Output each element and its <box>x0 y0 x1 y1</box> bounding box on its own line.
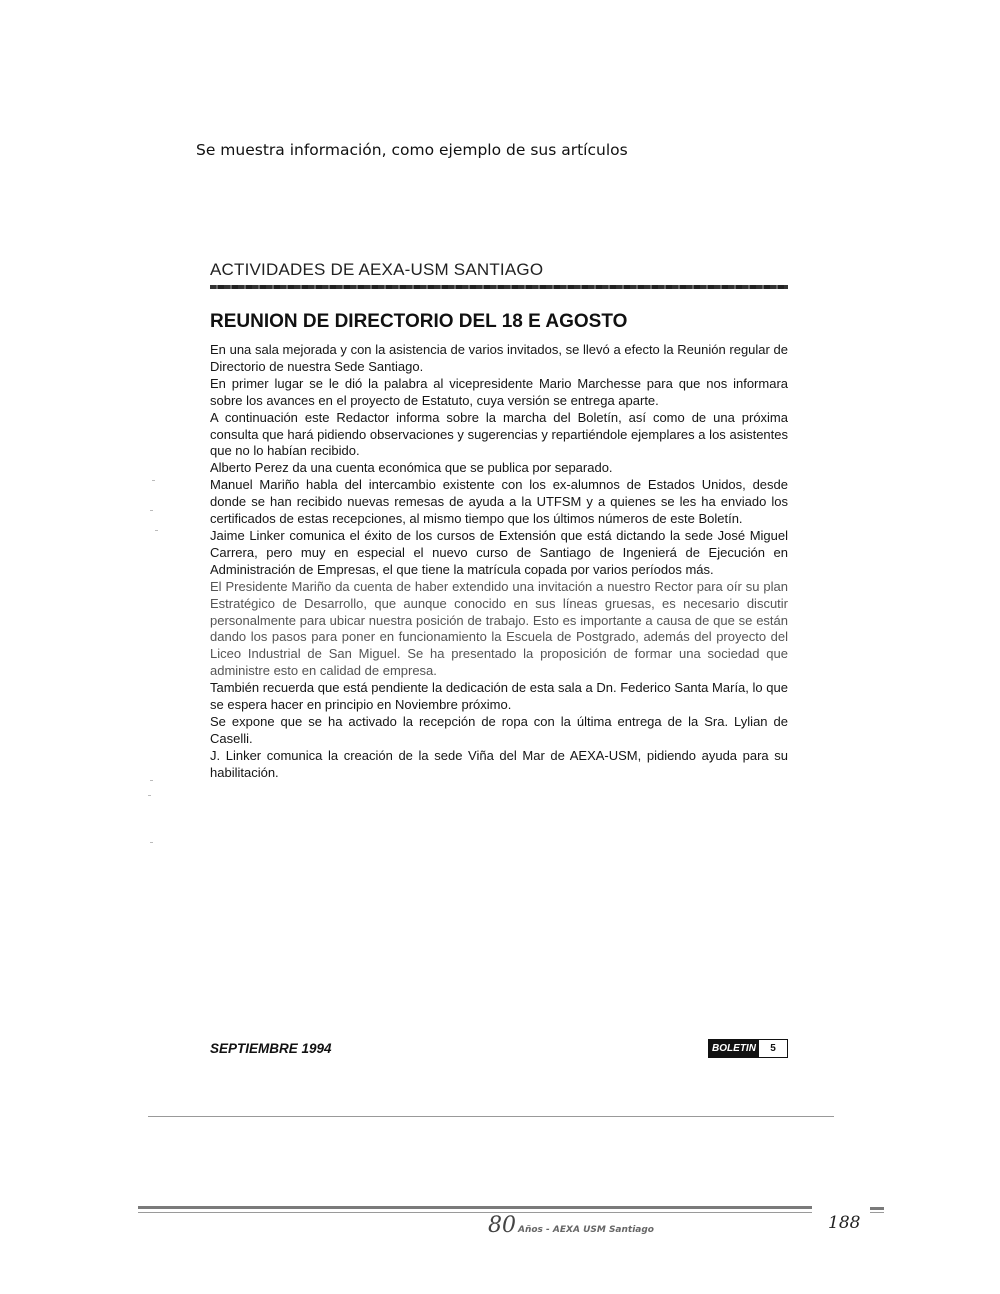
article-title: REUNION DE DIRECTORIO DEL 18 E AGOSTO <box>210 311 628 332</box>
scan-edge-line <box>148 1116 834 1117</box>
footer-logo-number: 80 <box>488 1213 516 1238</box>
paragraph: También recuerda que está pendiente la dedicación de esta sala a Dn. Federico Santa María, lo que se espera hacer en principio en Noviembre próximo. <box>210 680 788 713</box>
scan-speck <box>155 530 158 531</box>
boletin-label: BOLETIN <box>709 1040 759 1057</box>
section-header: ACTIVIDADES DE AEXA-USM SANTIAGO <box>210 260 544 279</box>
page-footer <box>488 1213 654 1238</box>
scan-speck <box>148 795 151 796</box>
article-date: SEPTIEMBRE 1994 <box>210 1041 332 1056</box>
paragraph: Jaime Linker comunica el éxito de los cursos de Extensión que está dictando la sede José Miguel Carrera, pero muy en especial el nuevo curso de Santiago de Ingenierá de Ejecución en Administración de Empresas, el que tiene la matrícula copada por varios períodos más. <box>210 527 788 577</box>
scan-speck <box>150 510 153 511</box>
boletin-number: 5 <box>770 1043 776 1054</box>
paragraph: Manuel Mariño habla del intercambio existente con los ex-alumnos de Estados Unidos, desde donde se han recibido nuevas remesas de ayuda a la UTFSM y a quienes se les ha enviado los certificados de estas recepciones, al mismo tiempo que los últimos números de este Boletín. <box>210 477 788 527</box>
scan-speck <box>150 780 153 781</box>
paragraph: A continuación este Redactor informa sobre la marcha del Boletín, así como de una próxima consulta que hará pidiendo observaciones y sugerencias y repartiéndole ejemplares a los asistentes que no lo habían recibido. <box>210 409 788 459</box>
scan-speck <box>152 480 155 481</box>
paragraph: El Presidente Mariño da cuenta de haber extendido una invitación a nuestro Rector para oír su plan Estratégico de Desarrollo, que aunque conocido en sus líneas gruesas, es necesario discutir personalmente para ubicar nuestra posición de trabajo. Esto es importante a causa de que se están dando los pasos para poner en funcionamiento la Escuela de Postgrado, además del proyecto del Liceo Industrial de San Miguel. Se ha presentado la proposición de formar una sociedad que administre esto en calidad de empresa. <box>210 578 788 679</box>
paragraph: En una sala mejorada y con la asistencia de varios invitados, se llevó a efecto la Reunión regular de Directorio de nuestra Sede Santiago. <box>210 342 788 374</box>
page-number: 188 <box>828 1213 861 1233</box>
paragraph: J. Linker comunica la creación de la sede Viña del Mar de AEXA-USM, pidiendo ayuda para su habilitación. <box>210 747 788 780</box>
paragraph: Se expone que se ha activado la recepción de ropa con la última entrega de la Sra. Lylian de Caselli. <box>210 713 788 746</box>
header-rule <box>210 285 788 289</box>
article-body <box>210 342 788 782</box>
footer-logo-text: Años - AEXA USM Santiago <box>518 1225 654 1235</box>
footer-rule <box>138 1206 812 1213</box>
scan-speck <box>150 842 153 843</box>
intro-text: Se muestra información, como ejemplo de sus artículos <box>196 141 628 159</box>
footer-corner-mark <box>870 1207 884 1213</box>
paragraph: En primer lugar se le dió la palabra al vicepresidente Mario Marchesse para que nos informara sobre los avances en el proyecto de Estatuto, cuya versión se entrega aparte. <box>210 375 788 408</box>
boletin-badge <box>708 1039 788 1058</box>
paragraph: Alberto Perez da una cuenta económica que se publica por separado. <box>210 460 613 476</box>
